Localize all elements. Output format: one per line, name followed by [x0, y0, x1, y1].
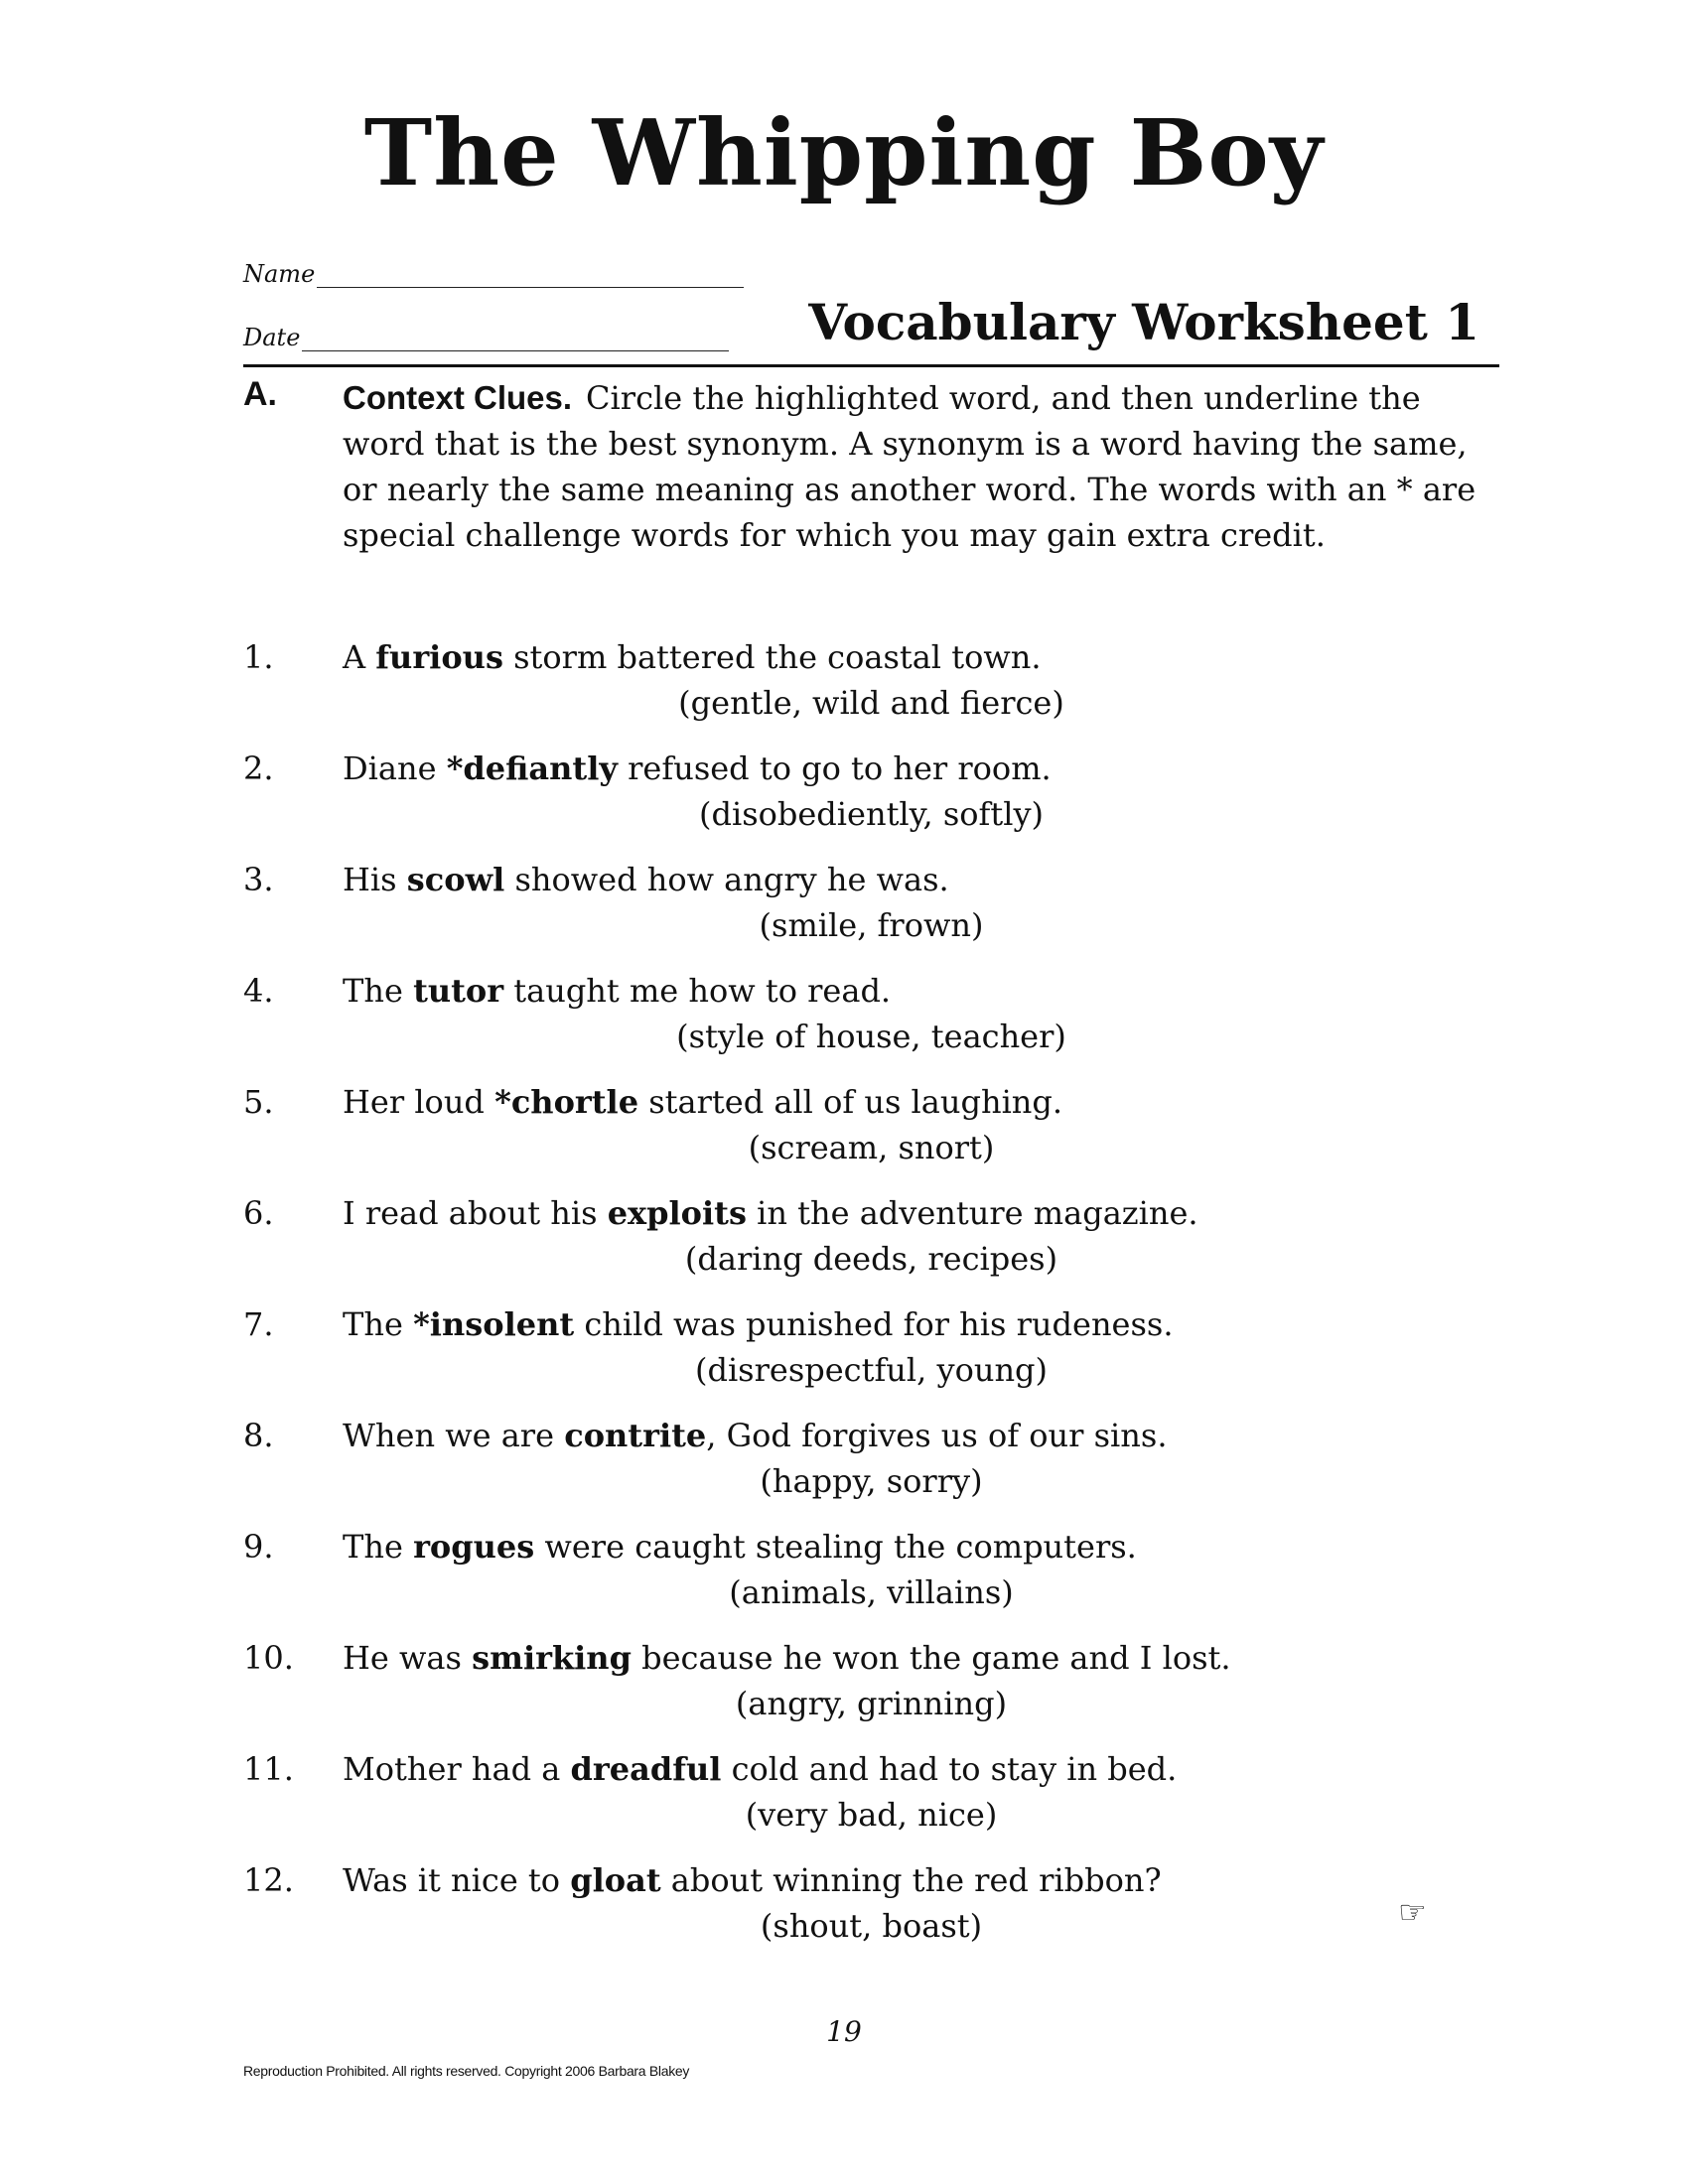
sentence-after: in the adventure magazine.: [746, 1194, 1198, 1232]
sentence-after: refused to go to her room.: [617, 750, 1052, 787]
synonym-choices[interactable]: (shout, boast): [760, 1907, 983, 1945]
synonym-choices[interactable]: (disrespectful, young): [694, 1351, 1049, 1389]
question-number: 12.: [243, 1861, 294, 1899]
question-sentence: [343, 1861, 1162, 1899]
question-sentence: [343, 1417, 1167, 1454]
sentence-before: The: [343, 1305, 414, 1343]
question-sentence: [343, 1305, 1174, 1343]
highlighted-word[interactable]: *chortle: [494, 1083, 639, 1121]
highlighted-word[interactable]: *insolent: [413, 1305, 575, 1343]
highlighted-word[interactable]: contrite: [564, 1417, 707, 1454]
date-label: Date: [243, 324, 301, 351]
highlighted-word[interactable]: rogues: [413, 1528, 535, 1566]
sentence-after: because he won the game and I lost.: [631, 1639, 1231, 1677]
synonym-choices[interactable]: (very bad, nice): [745, 1796, 998, 1834]
highlighted-word[interactable]: gloat: [570, 1861, 661, 1899]
page-title: The Whipping Boy: [363, 99, 1325, 206]
sentence-after: started all of us laughing.: [638, 1083, 1063, 1121]
sentence-before: Mother had a: [343, 1750, 571, 1788]
page-number: 19: [826, 2015, 862, 2048]
sentence-before: He was: [343, 1639, 473, 1677]
synonym-choices[interactable]: (animals, villains): [729, 1573, 1014, 1611]
question-number: 11.: [243, 1750, 294, 1788]
date-line[interactable]: [302, 329, 729, 351]
synonym-choices[interactable]: (disobediently, softly): [698, 795, 1045, 833]
synonym-choices[interactable]: (daring deeds, recipes): [684, 1240, 1058, 1278]
sentence-after: taught me how to read.: [503, 972, 892, 1010]
synonym-choices[interactable]: (gentle, wild and fierce): [678, 684, 1064, 722]
name-label: Name: [243, 260, 316, 288]
sentence-before: A: [343, 638, 376, 676]
question-sentence: [343, 750, 1052, 787]
sentence-before: When we are: [343, 1417, 565, 1454]
sentence-after: child was punished for his rudeness.: [574, 1305, 1174, 1343]
question-number: 10.: [243, 1639, 294, 1677]
question-number: 6.: [243, 1194, 274, 1232]
synonym-choices[interactable]: (style of house, teacher): [676, 1018, 1066, 1055]
sentence-before: Diane: [343, 750, 447, 787]
question-sentence: [343, 972, 891, 1010]
header-divider: [243, 364, 1499, 367]
instructions: [343, 375, 1504, 558]
highlighted-word[interactable]: smirking: [472, 1639, 632, 1677]
section-letter: A.: [243, 375, 277, 413]
sentence-after: showed how angry he was.: [504, 861, 949, 898]
question-number: 4.: [243, 972, 274, 1010]
name-line[interactable]: [317, 265, 744, 288]
sentence-before: I read about his: [343, 1194, 608, 1232]
synonym-choices[interactable]: (scream, snort): [748, 1129, 995, 1166]
question-number: 9.: [243, 1528, 274, 1566]
highlighted-word[interactable]: dreadful: [570, 1750, 722, 1788]
instructions-text: Circle the highlighted word, and then underline the word that is the best synonym. A synonym is a word having the same, or nearly the same meaning as another word. The words with an * are special challenge words for which you may gain extra credit.: [343, 379, 1477, 554]
sentence-before: Her loud: [343, 1083, 495, 1121]
worksheet-title: Vocabulary Worksheet 1: [808, 293, 1479, 351]
question-number: 5.: [243, 1083, 274, 1121]
question-number: 1.: [243, 638, 274, 676]
highlighted-word[interactable]: scowl: [406, 861, 505, 898]
sentence-after: about winning the red ribbon?: [660, 1861, 1162, 1899]
synonym-choices[interactable]: (angry, grinning): [735, 1685, 1008, 1722]
date-field[interactable]: [243, 324, 729, 351]
question-number: 8.: [243, 1417, 274, 1454]
sentence-after: were caught stealing the computers.: [534, 1528, 1137, 1566]
question-number: 7.: [243, 1305, 274, 1343]
question-sentence: [343, 1083, 1062, 1121]
question-sentence: [343, 1194, 1198, 1232]
sentence-after: storm battered the coastal town.: [502, 638, 1042, 676]
sentence-before: Was it nice to: [343, 1861, 571, 1899]
sentence-before: The: [343, 1528, 414, 1566]
pointing-hand-icon: ☞: [1398, 1893, 1427, 1931]
sentence-after: cold and had to stay in bed.: [721, 1750, 1178, 1788]
question-sentence: [343, 1528, 1137, 1566]
question-sentence: [343, 638, 1042, 676]
question-sentence: [343, 861, 949, 898]
synonym-choices[interactable]: (happy, sorry): [760, 1462, 983, 1500]
section-heading: Context Clues.: [343, 379, 573, 416]
sentence-before: His: [343, 861, 407, 898]
sentence-before: The: [343, 972, 414, 1010]
sentence-after: , God forgives us of our sins.: [706, 1417, 1168, 1454]
highlighted-word[interactable]: *defiantly: [446, 750, 618, 787]
copyright-notice: Reproduction Prohibited. All rights reserved. Copyright 2006 Barbara Blakey: [243, 2063, 690, 2079]
highlighted-word[interactable]: furious: [375, 638, 503, 676]
question-number: 3.: [243, 861, 274, 898]
highlighted-word[interactable]: exploits: [607, 1194, 747, 1232]
question-sentence: [343, 1750, 1177, 1788]
name-field[interactable]: [243, 260, 744, 288]
question-sentence: [343, 1639, 1231, 1677]
highlighted-word[interactable]: tutor: [413, 972, 504, 1010]
question-number: 2.: [243, 750, 274, 787]
synonym-choices[interactable]: (smile, frown): [759, 906, 984, 944]
